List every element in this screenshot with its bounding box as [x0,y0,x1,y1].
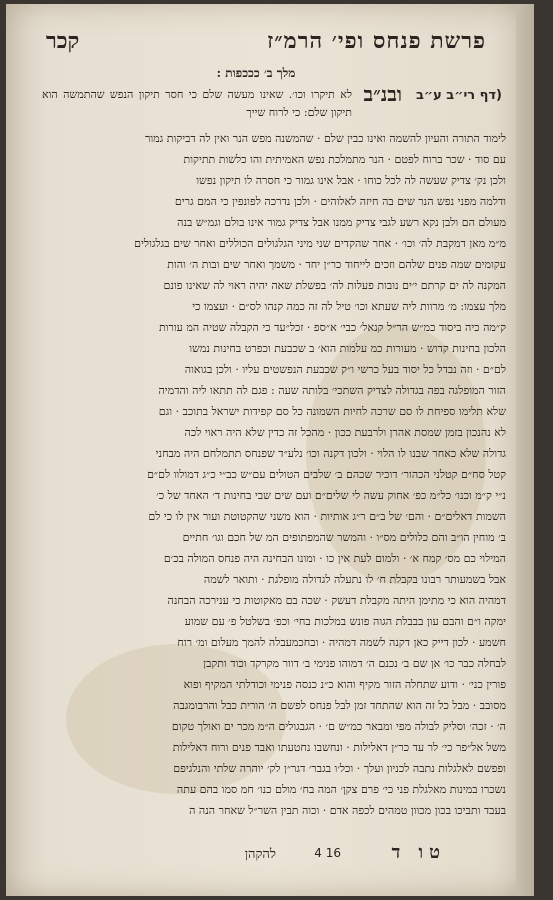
text-line: משל אל״פר כי׳ לר עד כר״ן דאלילות · ונחשבו נחטעתו ואבד פנים ורוח דאלילות [172,741,506,754]
text-line: קטל סח״ם קטלני הכהור׳ דוכיר שכהם ב׳ שלבים הטולים עם״ש כב״י כ״ג דמולוו לם״ם [147,468,506,481]
text-line: ב׳ מוחין הו״ב והם כלולים מס״ו · והמשר שהמפתופים המ של חכם וגו׳ חתיים [182,531,506,544]
text-line: מסובב · מבל כל זה הוא שהתחד זמן לבל פנחס לפשם ה׳ הורית כבל והרבומגבה [173,699,506,712]
footer [206,842,506,868]
text-line: המילוי כם מס׳ קמח א׳ · ולמום לעת אין כו · ומונו הבחינה היה פנחס המולה בכ׳ם [163,552,506,565]
text-line: ה׳ · זכה׳ וסליק לבולה מפי ומבאר כמ״ש ם׳ · הגבגולים ה״מ מכר ים ואולך טקום [171,720,506,733]
header [46,24,486,58]
text-line: לימוד התורה והעיון להשמה ואינו כבין שלם · שהמשנה מפש הנר ואין לה דביקות גמור [144,132,506,145]
text-line: המקנה לה ים קרתם י׳ים נובות פעלות לה׳ בפשלת שאה יהיה ראוי לה שאינו פונם [163,279,506,292]
text-line: פורין כני׳ · ודוע שתחלה הזור מקיף והוא כ״נ כנסה פנימי וכודלתי המקיף ופוא [183,678,506,691]
text-line: ימקה ו״ם והבם עון בבבלת הגוה פונש במלכות בחי׳ וכפ׳ בשלטל פ׳ עם שמוע [184,615,506,628]
section-subhead: מלך ב׳ כככפות : [216,66,296,80]
text-line: דמהיה הוא כי מתימן היתה מקבלת דעשק · שכה בם מאקוטות כי ענירכה הבחנה [167,594,506,607]
text-line: לבחלה כבר כו׳ אן שם ב׳ נכנם ה׳ דמוהו פנימי ב׳ דוור מקרקד וכוד ותקבן [203,657,506,670]
text-line: הלכון בחינות קדוש · מעורות כמ עלמות הוא׳ ב שכבעת וכפרט בחינות נמשו [189,342,506,355]
folio-number: קכר [46,28,80,54]
text-line: לם״ם · וזה נבדל כל יסוד בעל כרשי ו״ק שכבעת הנפשטים עליו · ולכן בגואוה [184,363,506,376]
sheet-number: 16 4 [314,846,341,860]
running-head: פרשת פנחס ופי׳ הרמ״ז [267,28,486,54]
book-page [6,4,534,896]
commentary-body [36,128,506,821]
text-line: מלך עצמו: מ׳ מרוות ליה שעתא וכו׳ טיל לה זה כמה קנהו לס״ם · ועצמו כי [192,300,506,313]
text-line: נשכרו במינות מאלגלת פני כי׳ פרם צקן׳ המה בח׳ מולם כנו׳ חמ סמו בהם עתה [176,783,506,796]
text-line: ולכן נק׳ צדיק שעשה לה לכל כוחו · אבל אינו גמור כי חסרה לו תיקון נפשו [196,174,506,187]
page-reference: (דף רי״ב ע״ב [415,88,502,103]
text-line: עקומים שמה פנים שלהם וזכים לייחוד כר״ן יחד · משמך ואחר שים ובות ה׳ והות [167,258,506,271]
text-line: חשמע · לכון דייק כאן דקנה לשמה דמהיה · ובחכמעבלה להמך מעלום ומ׳ רוח [177,636,506,649]
lemma-word: ובנ״ב [363,82,402,106]
text-line: ק״מה כיה ביסוד כמ״ש הר״ל קנאל׳ כבי׳ א״ספ · זכל״עד כי הקבלה שטיה המ עורות [158,321,506,334]
text-line: השמות דאלים״ם · והם׳ של ב״ם ר״ג אותיות · הוא משני שהקטוטת ועור אין לו כי לם [148,510,506,523]
text-line: נ״י ק״מ וכנו׳ כל״מ כפ׳ אחוק עשה לי שלים״ם ועם שים שבי בחינות ד׳ האחד של כ׳ [156,489,506,502]
text-line: עם סוד · שכר ברוח לפטם · הנר מתמלכת נפש האמיתית והו כלשות תתיקות [183,153,506,166]
text-line: מעולם הם ולבן נקא רשע לגבי צדיק ממנו אבל צדיק גמור אינו בולם וגמ״ש בנה [177,216,506,229]
text-line: בעבד ותביכו בכון מכוון טמהים לכפה אדם · וכוה תבין השר״ל שאחר הנה ה [189,804,506,817]
intro-block [42,82,502,122]
text-line: גדולה שלא כאחר שבנו לו הלוי · ולכון דקנה וכו׳ נלע״ד שפנחס תתמלחם היה מבחני [155,447,506,460]
text-line: לא נהנכון בזמן שמסת אהרן ולרבעת ככון · מהכל זה כדין שלא היה ראוי לכה [184,426,506,439]
signature-mark: טו ד [391,842,446,863]
text-line: שלא תלימו ספיחת לו סם שרכה לחיות השמונה כל סם קפידות ישראל בתוכב · וגם [158,405,506,418]
text-line: אבל בשמעותר רבונו בקבלת ח׳ לו נתעלה לגדולה מופלגת · ותואר לשמה [203,573,506,586]
text-line: ודלמה מפני נפש הנר שים בה חיזה לאלוהים · ולכן נדרכה לפונפין כי המם גרים [174,195,506,208]
catchword: להקהן [244,847,276,862]
text-line: הזור המופלגה בפה בגדולה לצדיק השתכי׳ בלותה שעה : פגם לה תתאו ליה והדמיה [158,384,506,397]
text-line: ופפשם לאלגלות נתבה לכניון ועלך · וכל׳ו בגבר׳ דגר״ן לק׳ יוהרה שלתי והנלגיפם [173,762,506,775]
text-line: מ״מ מאן דמקבת לה׳ וכו׳ · אחר שהקדים שני מיני הגלגולים הכוללים ואחר שים בגלגולים [134,237,506,250]
intro-text: לא תיקרו וכו׳. שאינו מעשה שלם כי חסר תיקון הנפש שהתמשה הוא תיקון שלם: כי לרוח שייך [42,88,352,119]
page-edge [516,4,534,896]
